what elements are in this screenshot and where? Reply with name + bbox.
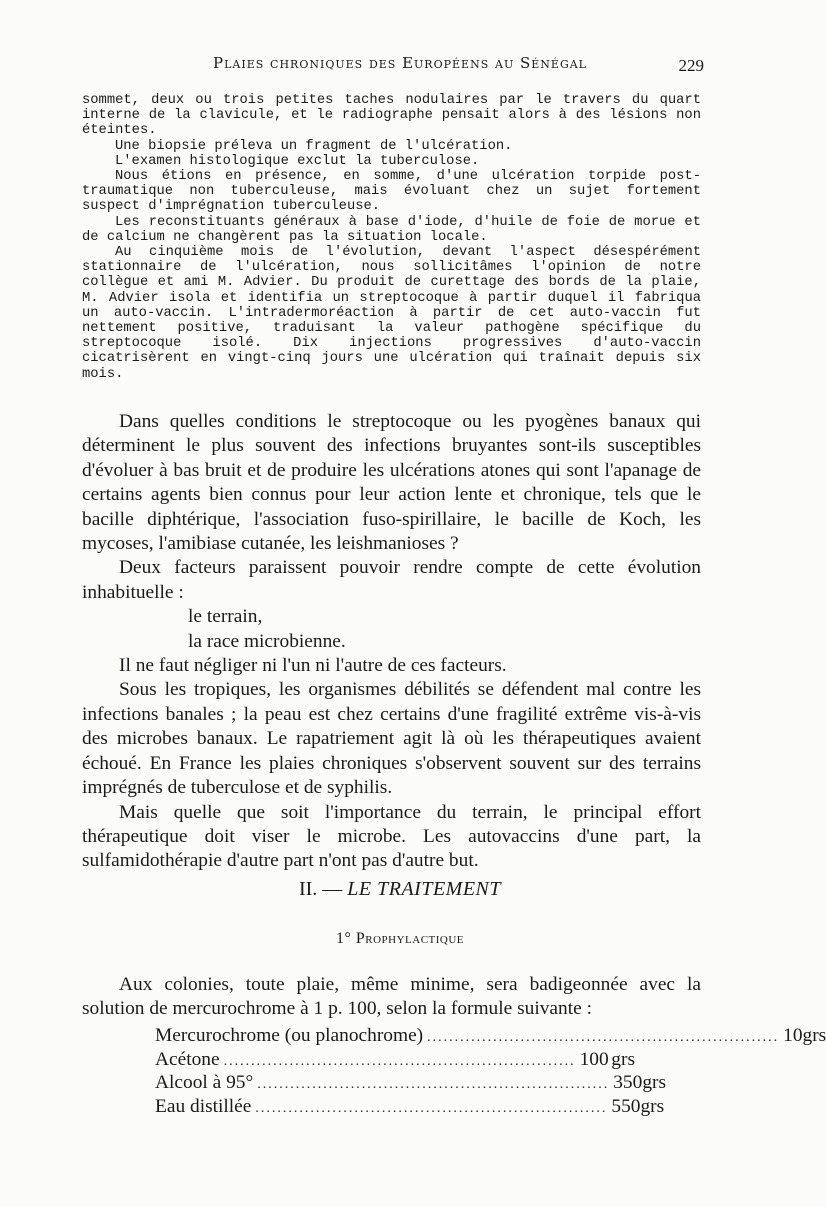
formula-row [155, 1025, 826, 1049]
leader-dots: ................................................................ [257, 1077, 610, 1092]
leader-dots: ................................................................ [427, 1030, 780, 1045]
body-paragraph: Dans quelles conditions le streptocoque ou les pyogènes banaux qui déterminent le plus souvent des infections bruyantes sont-ils susceptibles d'évoluer à bas bruit et de produire les ulcérations atones qui sont l'apanage de certains agents bien connus pour leur action lente et chronique, tels que le bacille diphtérique, l'association fuso-spirillaire, le bacille de Koch, les mycoses, l'amibiase cutanée, les leishmanioses ? [82, 411, 701, 555]
section-heading [0, 878, 800, 901]
formula-row [155, 1049, 635, 1073]
section-number: II. — [298, 878, 343, 900]
ingredient-name: Acétone [155, 1048, 220, 1070]
case-paragraph: Au cinquième mois de l'évolution, devant l'aspect désespérément stationnaire de l'ulcération, nous sollicitâmes l'opinion de notre collègue et ami M. Advier. Du produit de curettage des bords de la plaie, M. Advier isola et identifia un streptocoque à partir duquel il fabriqua un auto-vaccin. L'intradermoréaction à partir de cet auto-vaccin fut nettement positive, traduisant la valeur pathogène spécifique du streptocoque isolé. Dix injections progressives d'auto-vaccin cicatrisèrent en vingt-cinq jours une ulcération qui traînait depuis six mois. [82, 245, 701, 382]
discussion-text [82, 410, 701, 874]
factor-list-item: le terrain, [188, 606, 263, 628]
formula-row [155, 1072, 667, 1096]
leader-dots: ................................................................ [223, 1053, 576, 1069]
case-paragraph: L'examen histologique exclut la tuberculose. [115, 153, 480, 169]
ingredient-quantity: 350 [613, 1072, 643, 1093]
ingredient-unit: grs [642, 1072, 667, 1093]
running-header [0, 54, 800, 84]
case-report-text [82, 93, 701, 382]
ingredient-quantity: 100 [579, 1048, 609, 1070]
body-paragraph: Deux facteurs paraissent pouvoir rendre compte de cette évolution inhabituelle : [82, 557, 701, 603]
formula-row [155, 1095, 665, 1120]
running-title: Plaies chroniques des Européens au Sénégal [213, 54, 587, 72]
factor-list-item: la race microbienne. [188, 630, 346, 652]
leader-dots: ................................................................ [255, 1100, 608, 1116]
ingredient-unit: grs [611, 1048, 635, 1070]
ingredient-unit: grs [640, 1095, 665, 1117]
formula-table [155, 1025, 826, 1119]
section-title: LE TRAITEMENT [347, 878, 502, 900]
treatment-intro [82, 973, 701, 1020]
body-paragraph: Il ne faut négliger ni l'un ni l'autre de ces facteurs. [119, 655, 507, 677]
ingredient-name: Alcool à 95° [155, 1072, 254, 1093]
ingredient-name: Mercurochrome (ou planochrome) [155, 1025, 424, 1046]
ingredient-unit: grs [802, 1025, 826, 1046]
page-number: 229 [678, 56, 704, 75]
case-paragraph: Les reconstituants généraux à base d'iode, d'huile de foie de morue et de calcium ne changèrent pas la situation locale. [82, 214, 701, 245]
ingredient-name: Eau distillée [155, 1095, 252, 1117]
intro-paragraph: Aux colonies, toute plaie, même minime, sera badigeonnée avec la solution de mercurochrome à 1 p. 100, selon la formule suivante : [82, 974, 701, 1019]
case-paragraph: Une biopsie préleva un fragment de l'ulcération. [115, 138, 513, 154]
subsection-heading: 1° Prophylactique [335, 930, 465, 947]
ingredient-quantity: 550 [611, 1095, 641, 1117]
body-paragraph: Sous les tropiques, les organismes débilités se défendent mal contre les infections banales ; la peau est chez certains d'une fragilité extrême vis-à-vis des microbes banaux. Le rapatriement agit là où les thérapeutiques avaient échoué. En France les plaies chroniques s'observent souvent sur des terrains imprégnés de tuberculose et de syphilis. [82, 679, 701, 799]
body-paragraph: Mais quelle que soit l'importance du terrain, le principal effort thérapeutique doit viser le microbe. Les autovaccins d'une part, la sulfamidothérapie d'autre part n'ont pas d'autre but. [82, 801, 701, 872]
ingredient-quantity: 10 [783, 1025, 803, 1046]
case-paragraph: Nous étions en présence, en somme, d'une ulcération torpide post-traumatique non tuberculeuse, mais évoluant chez un sujet fortement suspect d'imprégnation tuberculeuse. [82, 169, 701, 215]
case-paragraph: sommet, deux ou trois petites taches nodulaires par le travers du quart interne de la clavicule, et le radiographe pensait alors à des lésions non éteintes. [82, 93, 701, 139]
